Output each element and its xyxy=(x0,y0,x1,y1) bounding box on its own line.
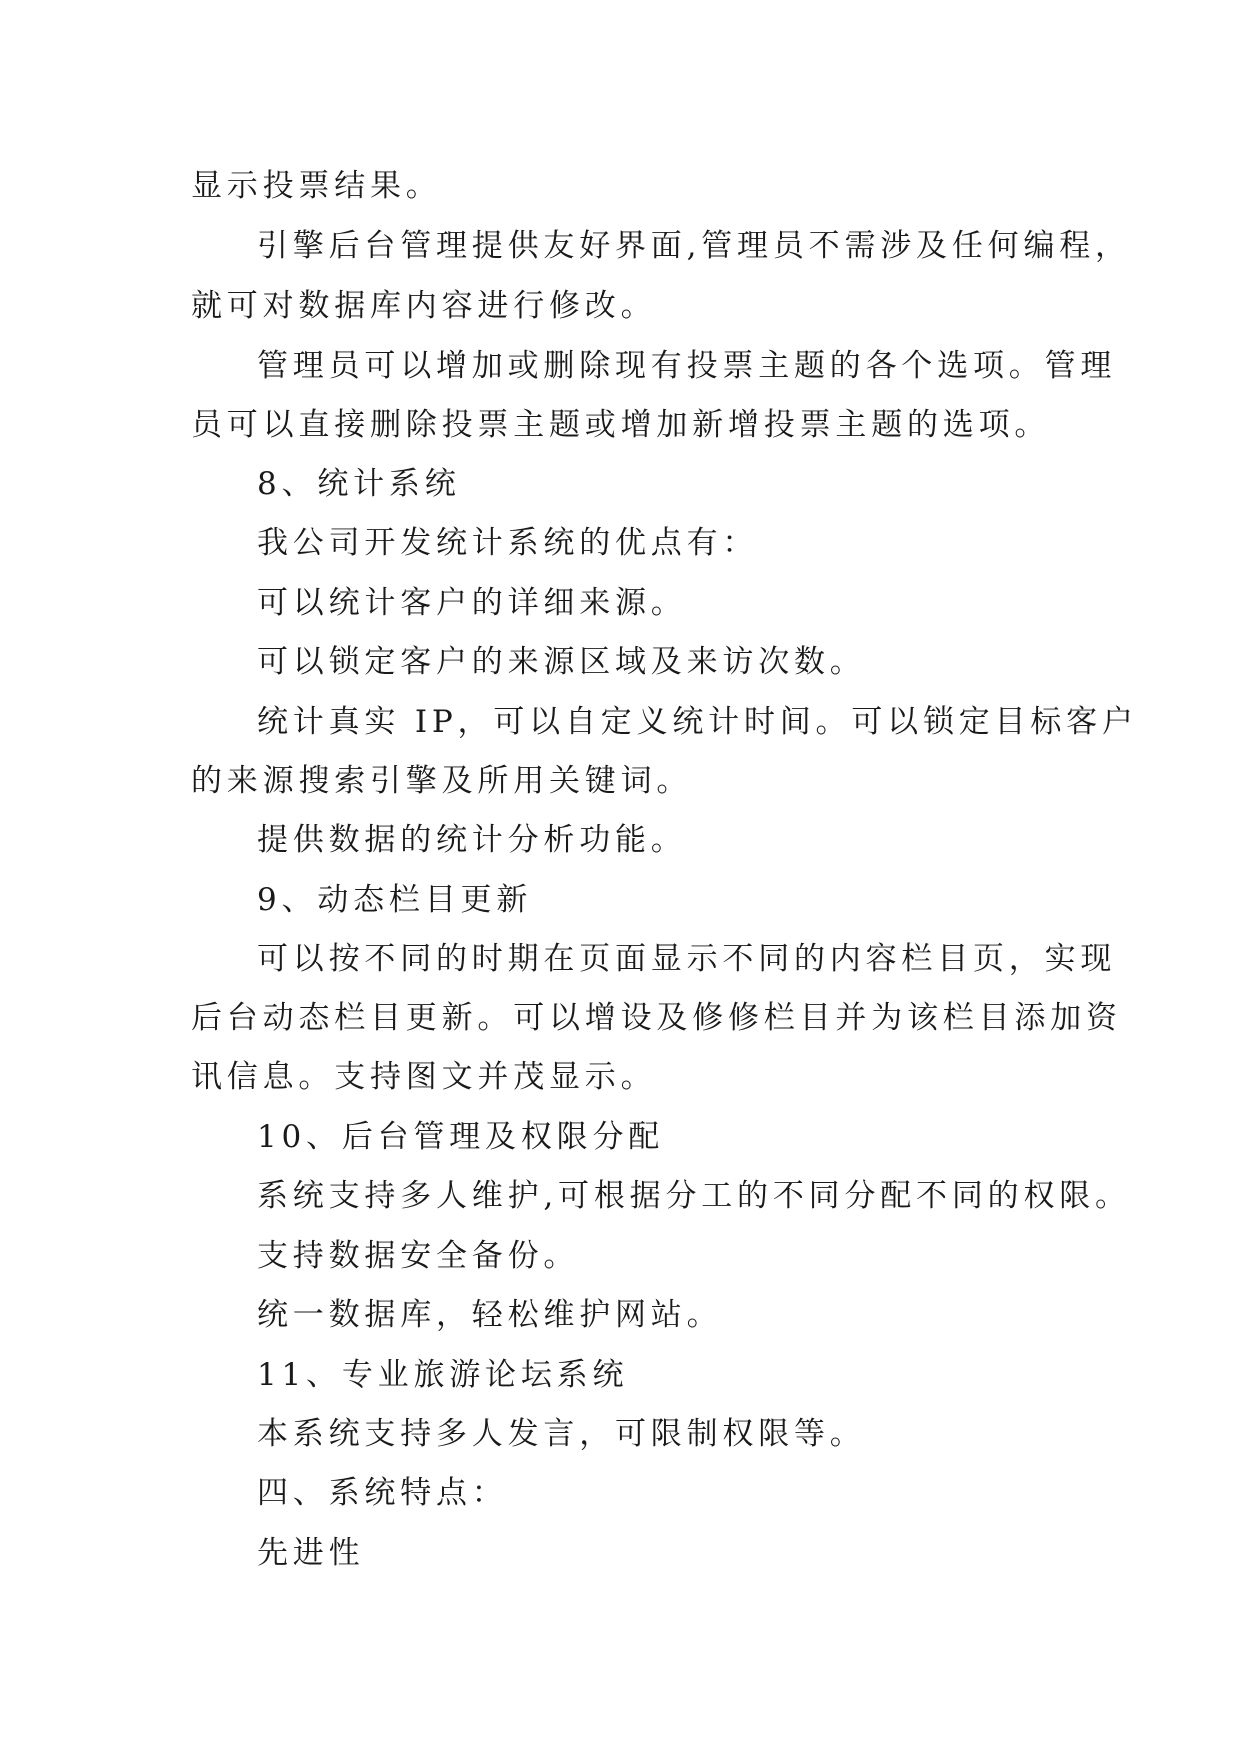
text-line: 就可对数据库内容进行修改。 xyxy=(191,288,657,324)
text-line: 统计真实 IP，可以自定义统计时间。可以锁定目标客户 xyxy=(257,704,1138,740)
text-line: 支持数据安全备份。 xyxy=(257,1238,580,1274)
section-heading: 11、专业旅游论坛系统 xyxy=(257,1357,629,1393)
text-line: 统一数据库，轻松维护网站。 xyxy=(257,1297,723,1333)
text-line: 讯信息。支持图文并茂显示。 xyxy=(191,1059,657,1095)
text-line: 可以按不同的时期在页面显示不同的内容栏目页，实现 xyxy=(257,941,1117,977)
text-line: 后台动态栏目更新。可以增设及修修栏目并为该栏目添加资 xyxy=(191,1000,1122,1036)
text-line: 的来源搜索引擎及所用关键词。 xyxy=(191,763,693,799)
text-line: 我公司开发统计系统的优点有： xyxy=(257,525,759,561)
text-line: 本系统支持多人发言，可限制权限等。 xyxy=(257,1416,866,1452)
text-line: 引擎后台管理提供友好界面,管理员不需涉及任何编程， xyxy=(257,228,1131,264)
text-line: 系统支持多人维护,可根据分工的不同分配不同的权限。 xyxy=(257,1178,1131,1214)
text-line: 管理员可以增加或删除现有投票主题的各个选项。管理 xyxy=(257,348,1117,384)
text-line: 可以锁定客户的来源区域及来访次数。 xyxy=(257,644,866,680)
text-line: 提供数据的统计分析功能。 xyxy=(257,822,687,858)
text-line: 显示投票结果。 xyxy=(191,168,442,204)
text-line: 先进性 xyxy=(257,1535,365,1571)
text-line: 可以统计客户的详细来源。 xyxy=(257,585,687,621)
section-heading: 8、统计系统 xyxy=(257,466,461,502)
section-heading: 四、系统特点： xyxy=(257,1475,508,1511)
text-line: 员可以直接删除投票主题或增加新增投票主题的选项。 xyxy=(191,407,1051,443)
section-heading: 9、动态栏目更新 xyxy=(257,882,533,918)
section-heading: 10、后台管理及权限分配 xyxy=(257,1119,665,1155)
